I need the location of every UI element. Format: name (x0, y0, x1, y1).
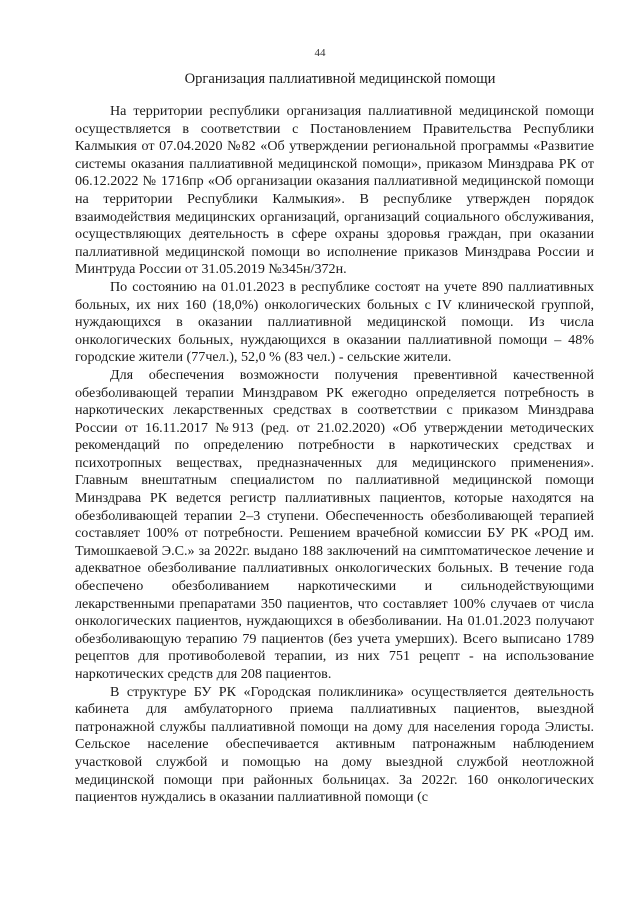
paragraph: Для обеспечения возможности получения превентивной качественной обезболивающей терапии Минздравом РК ежегодно определяется потребность в наркотических лекарственных средствах в соответствии с приказом Минздрава России от 16.11.2017 №913 (ред. от 21.02.2020) «Об утверждении методических рекомендаций по определению потребности в наркотических средствах и психотропных веществах, предназначенных для медицинского применения». Главным внештатным специалистом по паллиативной медицинской помощи Минздрава РК ведется регистр паллиативных пациентов, которые находятся на обезболивающей терапии 2–3 ступени. Обеспеченность обезболивающей терапией составляет 100% от потребности. Решением врачебной комиссии БУ РК «РОД им. Тимошкаевой Э.С.» за 2022г. выдано 188 заключений на симптоматическое лечение и адекватное обезболивание паллиативных онкологических больных. В течение года обеспечено обезболиванием наркотическими и сильнодействующими лекарственными препаратами 350 пациентов, что составляет 100% случаев от числа онкологических пациентов, нуждающихся в обезболивании. На 01.01.2023 получают обезболивающую терапию 79 пациентов (без учета умерших). Всего выписано 1789 рецептов для противоболевой терапии, из них 751 рецепт - на использование наркотических средств для 208 пациентов. (75, 366, 594, 682)
paragraph: По состоянию на 01.01.2023 в республике состоят на учете 890 паллиативных больных, их них 160 (18,0%) онкологических больных с IV клинической группой, нуждающихся в оказании паллиативной медицинской помощи. Из числа онкологических больных, нуждающихся в оказании паллиативной помощи – 48% городские жители (77чел.), 52,0 % (83 чел.) - сельские жители. (75, 278, 594, 366)
body-text (75, 103, 594, 807)
paragraph: В структуре БУ РК «Городская поликлиника» осуществляется деятельность кабинета для амбулаторного приема паллиативных пациентов, выездной патронажной службы паллиативной помощи на дому для населения города Элисты. Сельское население обеспечивается активным патронажным наблюдением участковой службой и помощью на дому выездной службой неотложной медицинской помощи при районных больницах. За 2022г. 160 онкологических пациентов нуждались в оказании паллиативной помощи (с (75, 683, 594, 806)
section-title: Организация паллиативной медицинской помощи (184, 71, 496, 87)
paragraph: На территории республики организация паллиативной медицинской помощи осуществляется в соответствии с Постановлением Правительства Республики Калмыкия от 07.04.2020 №82 «Об утверждении региональной программы «Развитие системы оказания паллиативной медицинской помощи», приказом Минздрава РК от 06.12.2022 № 1716пр «Об организации оказания паллиативной медицинской помощи на территории Республики Калмыкия». В республике утвержден порядок взаимодействия медицинских организаций, организаций социального обслуживания, осуществляющих деятельность в сфере охраны здоровья граждан, при оказании паллиативной медицинской помощи во исполнение приказов Минздрава России и Минтруда России от 31.05.2019 №345н/372н. (75, 103, 594, 278)
page-number: 44 (314, 47, 326, 59)
